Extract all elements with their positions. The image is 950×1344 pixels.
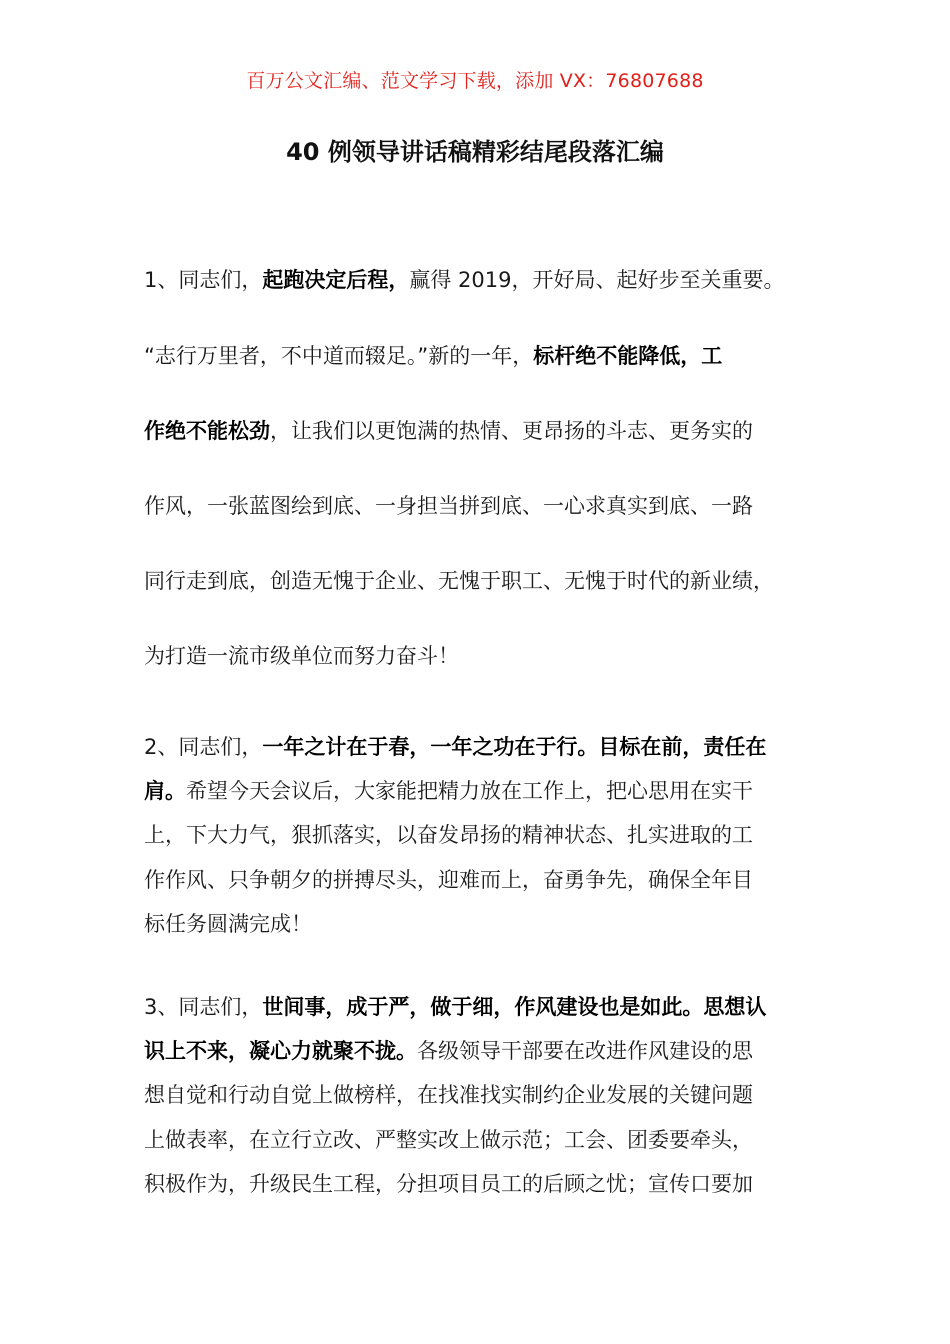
- paragraph-line: [144, 341, 722, 371]
- text-run: 上，下大力气，狠抓落实，以奋发昂扬的精神状态、扎实进取的工: [144, 823, 753, 847]
- paragraph-line: [144, 865, 753, 895]
- text-run: 为打造一流市级单位而努力奋斗！: [144, 644, 459, 668]
- paragraph-line: [144, 776, 753, 806]
- text-run: 希望今天会议后，大家能把精力放在工作上，把心思用在实干: [186, 779, 753, 803]
- bold-text-run: 世间事，成于严，做于细，作风建设也是如此。思想认: [262, 995, 767, 1019]
- text-run: 积极作为，升级民生工程，分担项目员工的后顾之忧；宣传口要加: [144, 1172, 753, 1196]
- text-run: 2、同志们，: [144, 735, 263, 759]
- paragraph-line: [144, 909, 312, 939]
- text-run: 作作风、只争朝夕的拼搏尽头，迎难而上，奋勇争先，确保全年目: [144, 868, 753, 892]
- paragraph-line: [144, 1125, 753, 1155]
- text-run: ，让我们以更饱满的热情、更昂扬的斗志、更务实的: [270, 419, 753, 443]
- paragraph-line: [144, 1080, 753, 1110]
- paragraph-line: [144, 1169, 753, 1199]
- text-run: 想自觉和行动自觉上做榜样，在找准找实制约企业发展的关键问题: [144, 1083, 753, 1107]
- text-run: 各级领导干部要在改进作风建设的思: [417, 1039, 753, 1063]
- bold-text-run: 起跑决定后程，: [262, 268, 410, 292]
- paragraph-line: [144, 416, 753, 446]
- text-run: “志行万里者，不中道而辍足。”新的一年，: [144, 344, 534, 368]
- paragraph-line: [144, 491, 753, 521]
- paragraph-line: [144, 641, 459, 671]
- bold-text-run: 肩。: [144, 779, 186, 803]
- paragraph-line: [144, 732, 766, 762]
- paragraph-line: [144, 566, 774, 596]
- text-run: 3、同志们，: [144, 995, 263, 1019]
- document-title: 40 例领导讲话稿精彩结尾段落汇编: [286, 138, 664, 166]
- paragraph-line: [144, 992, 766, 1022]
- header-note: 百万公文汇编、范文学习下载，添加 VX：76807688: [246, 70, 704, 92]
- bold-text-run: 标杆绝不能降低，工: [533, 344, 723, 368]
- bold-text-run: 一年之计在于春，一年之功在于行。目标在前，责任在: [262, 735, 767, 759]
- paragraph-line: [144, 820, 753, 850]
- text-run: 赢得 2019，开好局、起好步至关重要。: [409, 268, 785, 292]
- bold-text-run: 作绝不能松劲: [144, 419, 270, 443]
- paragraph-line: [144, 265, 785, 295]
- paragraph-line: [144, 1036, 753, 1066]
- text-run: 上做表率，在立行立改、严整实改上做示范；工会、团委要牵头，: [144, 1128, 753, 1152]
- text-run: 1、同志们，: [144, 268, 263, 292]
- text-run: 标任务圆满完成！: [144, 912, 312, 936]
- text-run: 作风，一张蓝图绘到底、一身担当拼到底、一心求真实到底、一路: [144, 494, 753, 518]
- bold-text-run: 识上不来，凝心力就聚不拢。: [144, 1039, 417, 1063]
- text-run: 同行走到底，创造无愧于企业、无愧于职工、无愧于时代的新业绩，: [144, 569, 774, 593]
